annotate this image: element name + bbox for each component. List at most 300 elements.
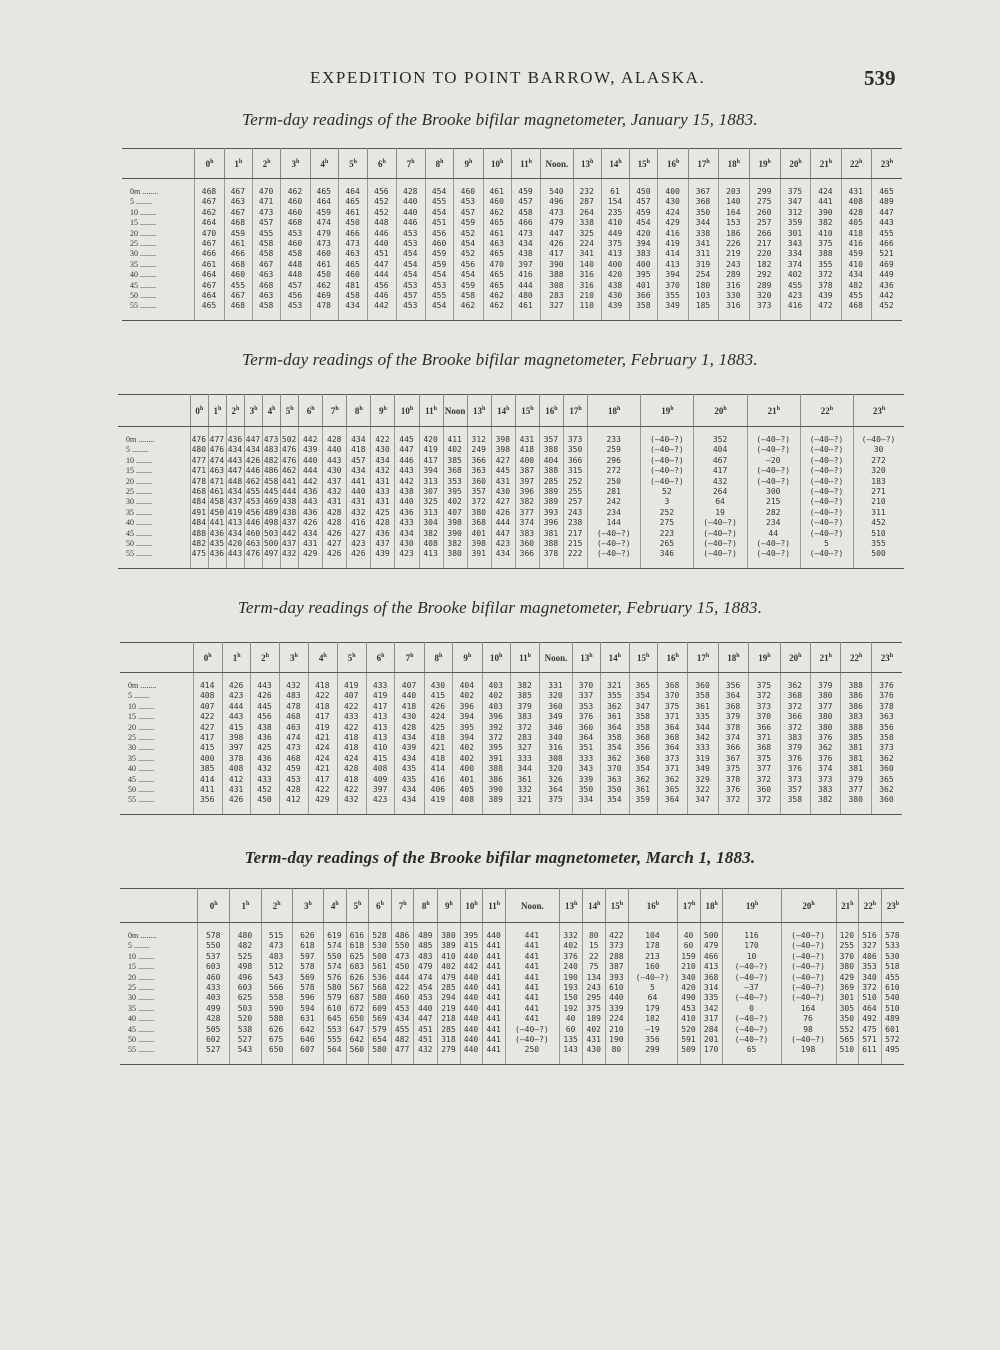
table-cell: 459 (425, 249, 453, 259)
table-cell: 467 (195, 281, 224, 291)
table-cell: 360 (879, 795, 894, 805)
table-cell: 296 (588, 456, 641, 466)
table-cell: 520 (678, 1025, 701, 1035)
table-cell: 402 (482, 691, 510, 701)
column-header: 10$^h$ (460, 889, 483, 923)
column-header: 13$^h$ (572, 643, 600, 673)
table-cell: 460 (483, 197, 511, 207)
table-row (122, 229, 902, 239)
table-cell: 426 (299, 518, 323, 528)
table-cell: 454 (454, 270, 483, 280)
column-header: 8$^h$ (347, 395, 371, 427)
table-cell: 422 (391, 983, 414, 993)
table-cell: 364 (657, 743, 687, 753)
table-cell: 80 (606, 1045, 629, 1055)
table-cell: 428 (841, 208, 871, 218)
table-cell: 425 (371, 508, 395, 518)
table-cell: 279 (438, 1045, 461, 1055)
table-cell: 164 (719, 208, 749, 218)
table-cell: 418 (515, 445, 539, 455)
table-cell: 376 (718, 785, 748, 795)
row-label: 15 ........ (120, 962, 198, 972)
table-cell: 391 (482, 754, 510, 764)
table-cell: 567 (346, 983, 369, 993)
table-cell: 467 (195, 239, 224, 249)
table-cell: 360 (467, 477, 491, 487)
table-cell: (—40—?) (694, 518, 747, 528)
table-cell: 210 (573, 291, 601, 301)
table-cell: 566 (261, 983, 292, 993)
table-cell: 447 (368, 260, 396, 270)
table-cell: 144 (588, 518, 641, 528)
column-header: 5$^h$ (338, 149, 367, 179)
table-cell: 341 (688, 239, 718, 249)
table-cell: 331 (540, 681, 572, 691)
table-cell: 525 (230, 952, 261, 962)
table-cell: 438 (281, 497, 299, 507)
table-cell: 683 (346, 962, 369, 972)
table-cell: 432 (251, 764, 279, 774)
table-cell: 439 (371, 549, 395, 559)
table-cell: 414 (424, 764, 452, 774)
table-cell: 371 (749, 733, 780, 743)
table-cell: 610 (606, 983, 629, 993)
table-cell: 379 (780, 743, 810, 753)
table-cell: 476 (281, 456, 299, 466)
table-cell: 462 (483, 208, 511, 218)
table-cell: 395 (460, 931, 483, 941)
table-cell: 496 (230, 973, 261, 983)
table-row (122, 281, 902, 291)
table-cell: 460 (310, 249, 338, 259)
table-cell: 416 (511, 270, 540, 280)
table-cell: 372 (482, 733, 510, 743)
table-cell: 419 (309, 723, 337, 733)
table-cell: 631 (292, 1014, 323, 1024)
table-cell: 483 (261, 952, 292, 962)
table-cell: 466 (700, 952, 723, 962)
table-cell: 552 (836, 1025, 859, 1035)
table-cell: 434 (395, 529, 419, 539)
column-header: 17$^h$ (688, 149, 718, 179)
table-cell: 423 (366, 795, 394, 805)
table-cell: 441 (505, 1014, 559, 1024)
table-cell: 380 (438, 931, 461, 941)
table-cell: 353 (859, 962, 882, 972)
table-cell: 473 (391, 952, 414, 962)
table-cell: 434 (371, 456, 395, 466)
table-cell: 480 (230, 931, 261, 941)
table-cell: 375 (657, 702, 687, 712)
row-label: 35 ........ (118, 508, 190, 518)
table-cell: 440 (396, 197, 425, 207)
table-cell: 368 (700, 973, 723, 983)
table-cell: 379 (510, 702, 539, 712)
row-label: 40 ........ (122, 270, 195, 280)
table-cell: 419 (658, 239, 688, 249)
table-cell: 423 (780, 291, 810, 301)
table-cell: 452 (368, 208, 396, 218)
table-cell: 438 (281, 508, 299, 518)
column-header: 5$^h$ (337, 643, 366, 673)
table-cell: 450 (338, 218, 367, 228)
table-cell: 434 (226, 487, 244, 497)
table-cell: 433 (198, 983, 230, 993)
column-header: 18$^h$ (700, 889, 723, 923)
column-header: 16$^h$ (658, 149, 688, 179)
table-row (120, 1004, 904, 1014)
table-cell: 180 (688, 281, 718, 291)
table-cell: 430 (395, 539, 419, 549)
table-cell: 372 (467, 497, 491, 507)
table-cell: 466 (338, 229, 367, 239)
table-cell: 378 (718, 723, 748, 733)
table-cell: 414 (193, 681, 222, 691)
table-cell: 403 (482, 702, 510, 712)
table-cell: 219 (719, 249, 749, 259)
table-cell: 398 (443, 518, 467, 528)
table-cell: 503 (230, 1004, 261, 1014)
table-cell: 388 (539, 445, 563, 455)
table-cell: 433 (366, 681, 394, 691)
table-cell: 569 (292, 973, 323, 983)
table-cell: 44 (747, 529, 800, 539)
table-cell: 434 (395, 754, 424, 764)
table-cell: 462 (244, 477, 262, 487)
table-row (118, 456, 904, 466)
column-header: 15$^h$ (629, 643, 657, 673)
table-cell: 316 (719, 281, 749, 291)
column-header: 8$^h$ (424, 643, 452, 673)
table-cell: 60 (559, 1025, 583, 1035)
table-cell: 452 (368, 197, 396, 207)
table-cell: 469 (310, 291, 338, 301)
table-cell: 372 (811, 270, 841, 280)
table-cell: 418 (395, 702, 424, 712)
table-cell: 432 (694, 477, 747, 487)
table-cell: 441 (483, 1004, 506, 1014)
table-cell: 235 (601, 208, 629, 218)
table-cell: 527 (198, 1045, 230, 1055)
table-cell: 440 (460, 983, 483, 993)
table-cell: 316 (540, 743, 572, 753)
table-cell: 395 (482, 743, 510, 753)
table-cell: 392 (482, 723, 510, 733)
table-cell: 441 (208, 518, 226, 528)
table-cell: 378 (539, 549, 563, 559)
table-row (120, 941, 904, 951)
table-cell: (—40—?) (781, 983, 836, 993)
table-cell: 458 (281, 249, 310, 259)
table-cell: 476 (281, 445, 299, 455)
table-cell: 468 (279, 754, 308, 764)
table-cell: 422 (309, 785, 337, 795)
table-cell: 444 (222, 702, 250, 712)
table-cell: 358 (780, 795, 810, 805)
table-cell: 215 (747, 497, 800, 507)
table-cell: 536 (369, 973, 392, 983)
table-row (118, 466, 904, 476)
table-row (120, 723, 902, 733)
table-cell: 339 (606, 1004, 629, 1014)
table-cell: 430 (583, 1045, 606, 1055)
column-header: 8$^h$ (414, 889, 438, 923)
table-row (118, 508, 904, 518)
row-label: 20 ........ (120, 973, 198, 983)
column-header: 16$^h$ (539, 395, 563, 427)
table-row (118, 477, 904, 487)
table-cell: 588 (261, 1014, 292, 1024)
table-cell: 441 (811, 197, 841, 207)
table-cell: 372 (780, 723, 810, 733)
table-cell: 455 (425, 197, 453, 207)
table-cell: 479 (700, 941, 723, 951)
table-cell: 219 (438, 1004, 461, 1014)
table-cell: 314 (700, 983, 723, 993)
row-label: 20 ........ (118, 477, 190, 487)
table-cell: 420 (678, 983, 701, 993)
table-cell: 464 (195, 218, 224, 228)
table-cell: 432 (281, 549, 299, 559)
table-cell: 441 (483, 1035, 506, 1045)
table-cell: 424 (811, 187, 841, 197)
table-cell: 440 (460, 1045, 483, 1055)
table-cell: 441 (505, 941, 559, 951)
table-cell: 395 (453, 723, 482, 733)
table-cell: 182 (749, 260, 780, 270)
table-cell: 418 (424, 754, 452, 764)
row-label: 35 ........ (120, 754, 193, 764)
table-cell: 434 (299, 529, 323, 539)
table-row (120, 775, 902, 785)
table-cell: 415 (460, 941, 483, 951)
column-header: 21$^h$ (836, 889, 859, 923)
table-cell: 350 (688, 208, 718, 218)
table-cell: 423 (395, 549, 419, 559)
table-cell: 428 (323, 508, 347, 518)
table-cell: 441 (505, 962, 559, 972)
table-cell: 373 (879, 743, 894, 753)
table-cell: 444 (299, 466, 323, 476)
table-cell: 315 (564, 466, 588, 476)
table-cell: 456 (244, 508, 262, 518)
table-cell: 458 (252, 249, 280, 259)
table-cell: 382 (811, 795, 841, 805)
table-cell: 512 (261, 962, 292, 972)
table-cell: 249 (467, 445, 491, 455)
row-label: 55 ........ (118, 549, 190, 559)
table-cell: 419 (226, 508, 244, 518)
column-header: 4$^h$ (309, 643, 337, 673)
table-cell: 287 (573, 197, 601, 207)
table-cell: 477 (391, 1045, 414, 1055)
table-cell: 343 (572, 764, 600, 774)
table-cell: 434 (391, 1014, 414, 1024)
table-cell: 374 (515, 518, 539, 528)
table-cell: 368 (657, 681, 687, 691)
table-cell: 322 (688, 785, 718, 795)
table-cell: 40 (678, 931, 701, 941)
table-cell: 376 (780, 754, 810, 764)
table-cell: 326 (540, 775, 572, 785)
table-cell: (—40—?) (861, 435, 896, 444)
table-cell: 368 (629, 733, 657, 743)
table-cell: 233 (588, 435, 641, 445)
table-cell: 383 (841, 712, 871, 722)
table-cell: 418 (309, 702, 337, 712)
table-cell: (—40—?) (723, 973, 781, 983)
table-cell: 382 (443, 539, 467, 549)
column-header: 2$^h$ (252, 149, 280, 179)
table-cell: 515 (261, 931, 292, 941)
table-cell: 422 (337, 723, 366, 733)
column-header: 18$^h$ (588, 395, 641, 427)
table-cell: 338 (573, 218, 601, 228)
column-header: 11$^h$ (419, 395, 443, 427)
table-cell: (—40—?) (723, 993, 781, 1003)
table-cell: 381 (539, 529, 563, 539)
table-cell: 530 (369, 941, 392, 951)
table-cell: (—40—?) (781, 1035, 836, 1045)
row-label: 25 ........ (120, 983, 198, 993)
table-cell: 468 (224, 260, 252, 270)
table-cell: 459 (224, 229, 252, 239)
table-cell: 434 (226, 445, 244, 455)
table-cell: 481 (338, 281, 367, 291)
table-row (122, 301, 902, 311)
table-cell: 234 (588, 508, 641, 518)
table-cell: 450 (208, 508, 226, 518)
table-cell: 471 (190, 466, 208, 476)
table-cell: 390 (443, 529, 467, 539)
table-cell: 406 (424, 785, 452, 795)
table-cell: 5 (628, 983, 678, 993)
table-cell: 449 (601, 229, 629, 239)
table-cell: 465 (310, 187, 338, 197)
row-label: 40 ........ (120, 1014, 198, 1024)
table-cell: 364 (657, 723, 687, 733)
column-header: 14$^h$ (583, 889, 606, 923)
table-cell: 243 (719, 260, 749, 270)
table-cell: 364 (601, 723, 629, 733)
table-cell: 442 (299, 477, 323, 487)
table-cell: 360 (629, 754, 657, 764)
table-cell: 460 (244, 529, 262, 539)
table-cell: 461 (224, 239, 252, 249)
table-cell: 358 (879, 733, 894, 743)
table-cell: 409 (366, 775, 394, 785)
table-cell: 426 (222, 795, 250, 805)
table-cell: 358 (601, 733, 629, 743)
table-cell: 366 (515, 549, 539, 559)
table-row (120, 743, 902, 753)
table-cell: 440 (299, 456, 323, 466)
table-cell: 433 (251, 775, 279, 785)
table-cell: 431 (323, 497, 347, 507)
table-cell: 461 (208, 487, 226, 497)
table-cell: 375 (749, 754, 780, 764)
table-cell: 366 (780, 712, 810, 722)
table-cell: 222 (564, 549, 588, 559)
table-cell: 413 (226, 518, 244, 528)
table-cell: 305 (836, 1004, 859, 1014)
table-cell: 457 (281, 281, 310, 291)
table-cell: 400 (515, 456, 539, 466)
table-cell: 431 (347, 497, 371, 507)
table-cell: 441 (483, 973, 506, 983)
row-label: 15 ........ (118, 466, 190, 476)
table-cell: 454 (414, 983, 438, 993)
table-cell: 443 (323, 456, 347, 466)
table-cell: 416 (424, 775, 452, 785)
table-cell: 441 (483, 983, 506, 993)
table-cell: 339 (572, 775, 600, 785)
table-cell: 285 (438, 1025, 461, 1035)
table-cell: 571 (859, 1035, 882, 1045)
table-cell: 465 (483, 249, 511, 259)
table-cell: 468 (190, 487, 208, 497)
table-cell: 568 (369, 983, 392, 993)
table-cell: 479 (541, 218, 573, 228)
table-cell: 201 (700, 1035, 723, 1045)
table-cell: 311 (688, 249, 718, 259)
table-cell: 434 (347, 435, 371, 445)
table-cell: 388 (811, 249, 841, 259)
table-cell: 537 (198, 952, 230, 962)
table-cell: (—40—?) (505, 1025, 559, 1035)
table-cell: 424 (337, 754, 366, 764)
table-cell: 533 (885, 941, 900, 951)
table-cell: 490 (678, 993, 701, 1003)
table-cell: 502 (281, 435, 299, 445)
table-cell: 610 (885, 983, 900, 993)
table-cell: 438 (395, 487, 419, 497)
table-cell: 254 (688, 270, 718, 280)
table-cell: 459 (279, 764, 308, 774)
table-cell: (—40—?) (800, 529, 853, 539)
table-cell: 434 (395, 733, 424, 743)
table-cell: 442 (299, 435, 323, 445)
table-cell: 440 (347, 487, 371, 497)
table-cell: 428 (371, 518, 395, 528)
table-cell: 367 (718, 754, 748, 764)
table-cell: 363 (601, 775, 629, 785)
table-cell: 426 (424, 702, 452, 712)
table-cell: 464 (195, 291, 224, 301)
table-cell: 362 (780, 681, 810, 691)
table-cell: 626 (292, 931, 323, 941)
table-cell: 408 (841, 197, 871, 207)
table-cell: 429 (299, 549, 323, 559)
row-label: 50 ........ (120, 785, 193, 795)
table-cell: 461 (195, 260, 224, 270)
table-cell: 473 (541, 208, 573, 218)
table-cell: 421 (309, 733, 337, 743)
table-cell: 252 (641, 508, 694, 518)
table-cell: 275 (749, 197, 780, 207)
table-cell: 465 (483, 281, 511, 291)
table-cell: 459 (630, 208, 658, 218)
table-cell: 360 (688, 681, 718, 691)
table-cell: 350 (836, 1014, 859, 1024)
table-cell: 419 (366, 691, 394, 701)
row-label: 10 ........ (120, 952, 198, 962)
table-cell: 52 (641, 487, 694, 497)
table-cell: 618 (292, 941, 323, 951)
table-cell: 400 (630, 260, 658, 270)
table-cell: 560 (346, 1045, 369, 1055)
row-label: 30 ........ (120, 743, 193, 753)
